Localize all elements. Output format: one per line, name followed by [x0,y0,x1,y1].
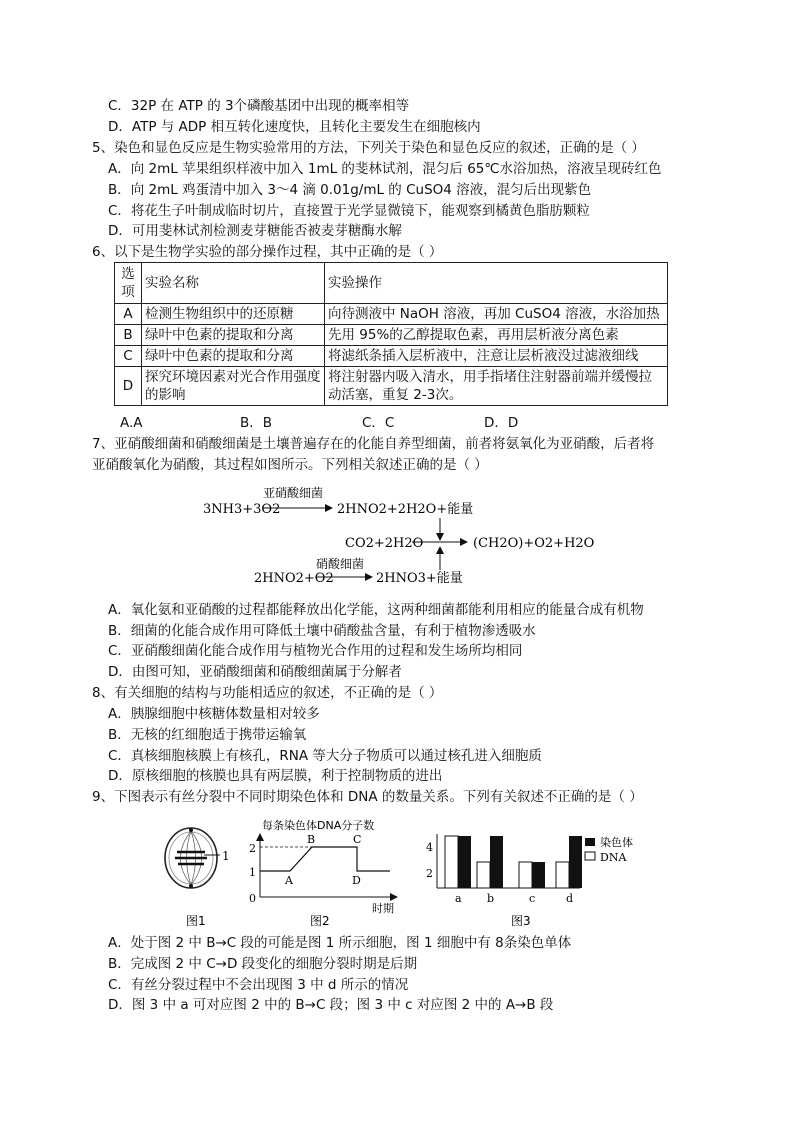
legend-chromosome-swatch [585,838,595,846]
q9-option-c: C．有丝分裂过程中不会出现图 3 中 d 所示的情况 [108,977,409,993]
q5-option-d: D．可用斐林试剂检测麦芽糖能否被麦芽糖酶水解 [108,223,402,239]
fig2-graph [249,818,397,915]
q4-option-d: D．ATP 与 ADP 相互转化速度快，且转化主要发生在细胞核内 [108,119,481,135]
row-name: 绿叶中色素的提取和分离 [142,346,325,367]
row-operation: 先用 95%的乙醇提取色素，再用层析液分离色素 [325,325,668,346]
q7-stem-line2: 亚硝酸氧化为硝酸，其过程如图所示。下列相关叙述正确的是（ ） [92,457,488,473]
reaction1-reactants: 3NH3+3O2 [203,502,281,517]
row-operation: 向待测液中 NaOH 溶液，再加 CuSO4 溶液，水浴加热 [325,304,668,325]
fig3-caption: 图3 [511,914,531,928]
header-name: 实验名称 [142,263,325,304]
q5-option-b: B．向 2mL 鸡蛋清中加入 3～4 滴 0.01g/mL 的 CuSO4 溶液，混匀后出现紫色 [108,182,592,198]
category-label-b: b [487,892,495,905]
legend-dna: DNA [600,851,627,864]
fig2-point-b: B [307,833,316,846]
legend-chromosome: 染色体 [600,836,633,849]
q8-stem: 8、有关细胞的结构与功能相适应的叙述，不正确的是（ ） [92,685,443,701]
reaction3-enzyme: 硝酸细菌 [316,557,365,571]
fig1-label: 1 [222,849,230,863]
q5-option-c: C．将花生子叶制成临时切片，直接置于光学显微镜下，能观察到橘黄色脂肪颗粒 [108,203,590,219]
q7-stem-line1: 7、亚硝酸细菌和硝酸细菌是土壤普遍存在的化能自养型细菌，前者将氨氧化为亚硝酸，后者将 [92,436,655,452]
fig1-cell-illustration [165,828,230,888]
reaction2-reactants: CO2+2H2O [345,536,424,551]
q5-option-a: A．向 2mL 苹果组织样液中加入 1mL 的斐林试剂，混匀后 65℃水浴加热，溶液呈现砖红色 [108,161,662,177]
fig2-ytick-2: 2 [249,842,256,855]
legend-dna-swatch [585,852,595,860]
row-name: 绿叶中色素的提取和分离 [142,325,325,346]
row-operation: 将注射器内吸入清水，用手指堵住注射器前端并缓慢拉动活塞，重复 2-3次。 [325,367,668,406]
bar-chromosome-d [569,836,582,888]
q6-choice-d: D．D [484,415,519,431]
q8-option-c: C．真核细胞核膜上有核孔，RNA 等大分子物质可以通过核孔进入细胞质 [108,748,542,764]
fig3-bar-chart [426,834,633,905]
q8-option-a: A．胰腺细胞中核糖体数量相对较多 [108,706,320,722]
q9-option-d: D．图 3 中 a 可对应图 2 中的 B→C 段；图 3 中 c 对应图 2 中的 A→B 段 [108,997,554,1013]
reaction2-products: (CH2O)+O2+H2O [473,536,595,551]
fig2-ylabel: 每条染色体DNA分子数 [262,819,375,832]
fig2-origin: 0 [249,892,256,905]
reaction1-products: 2HNO2+2H2O+能量 [337,502,474,517]
bar-dna-d [556,862,569,888]
q8-option-d: D．原核细胞的核膜也具有两层膜，利于控制物质的进出 [108,768,443,784]
fig2-caption: 图2 [310,914,330,928]
q8-option-b: B．无核的红细胞适于携带运输氧 [108,727,307,743]
fig3-ytick-4: 4 [426,841,433,854]
reaction3-products: 2HNO3+能量 [376,571,463,586]
bar-dna-b [477,862,490,888]
header-operation: 实验操作 [325,263,668,304]
q7-option-a: A．氧化氨和亚硝酸的过程都能释放出化学能，这两种细菌都能利用相应的能量合成有机物 [108,602,644,618]
row-key: C [115,346,142,367]
fig2-point-a: A [285,874,293,887]
q9-stem: 9、下图表示有丝分裂中不同时期染色体和 DNA 的数量关系。下列有关叙述不正确的是（ ） [92,789,643,805]
q7-option-d: D．由图可知，亚硝酸细菌和硝酸细菌属于分解者 [108,664,402,680]
bar-dna-c [519,862,532,888]
row-key: A [115,304,142,325]
reaction3-reactants: 2HNO2+O2 [254,571,334,586]
category-label-d: d [566,892,574,905]
reaction1-enzyme: 亚硝酸细菌 [263,486,324,500]
q9-option-a: A．处于图 2 中 B→C 段的可能是图 1 所示细胞，图 1 细胞中有 8条染色单体 [108,935,572,951]
row-name: 探究环境因素对光合作用强度的影响 [142,367,325,406]
bar-dna-a [445,836,458,888]
q6-choice-c: C．C [362,415,395,431]
q5-stem: 5、染色和显色反应是生物实验常用的方法，下列关于染色和显色反应的叙述，正确的是（ ） [92,140,645,156]
header-option: 选项 [115,263,142,304]
q6-stem: 6、以下是生物学实验的部分操作过程，其中正确的是（ ） [92,244,443,260]
fig2-series-line [260,847,390,871]
row-operation: 将滤纸条插入层析液中，注意让层析液没过滤液细线 [325,346,668,367]
row-key: D [115,367,142,406]
row-key: B [115,325,142,346]
bar-chromosome-c [532,862,545,888]
q7-option-b: B．细菌的化能合成作用可降低土壤中硝酸盐含量，有利于植物渗透吸水 [108,623,536,639]
fig2-ytick-1: 1 [249,866,256,879]
q6-choice-a: A.A [120,415,143,431]
q7-option-c: C．亚硝酸细菌化能合成作用与植物光合作用的过程和发生场所均相同 [108,643,523,659]
category-label-a: a [455,892,462,905]
fig2-xlabel: 时期 [372,902,394,915]
fig2-point-c: C [353,833,362,846]
q9-option-b: B．完成图 2 中 C→D 段变化的细胞分裂时期是后期 [108,956,418,972]
category-label-c: c [529,892,536,905]
row-name: 检测生物组织中的还原糖 [142,304,325,325]
q4-option-c: C．32P 在 ATP 的 3个磷酸基团中出现的概率相等 [108,98,410,114]
fig1-caption: 图1 [186,914,206,928]
fig2-point-d: D [352,874,361,887]
q6-choice-b: B．B [240,415,273,431]
fig3-ytick-2: 2 [426,867,433,880]
bar-chromosome-b [490,836,503,888]
bar-chromosome-a [458,836,471,888]
